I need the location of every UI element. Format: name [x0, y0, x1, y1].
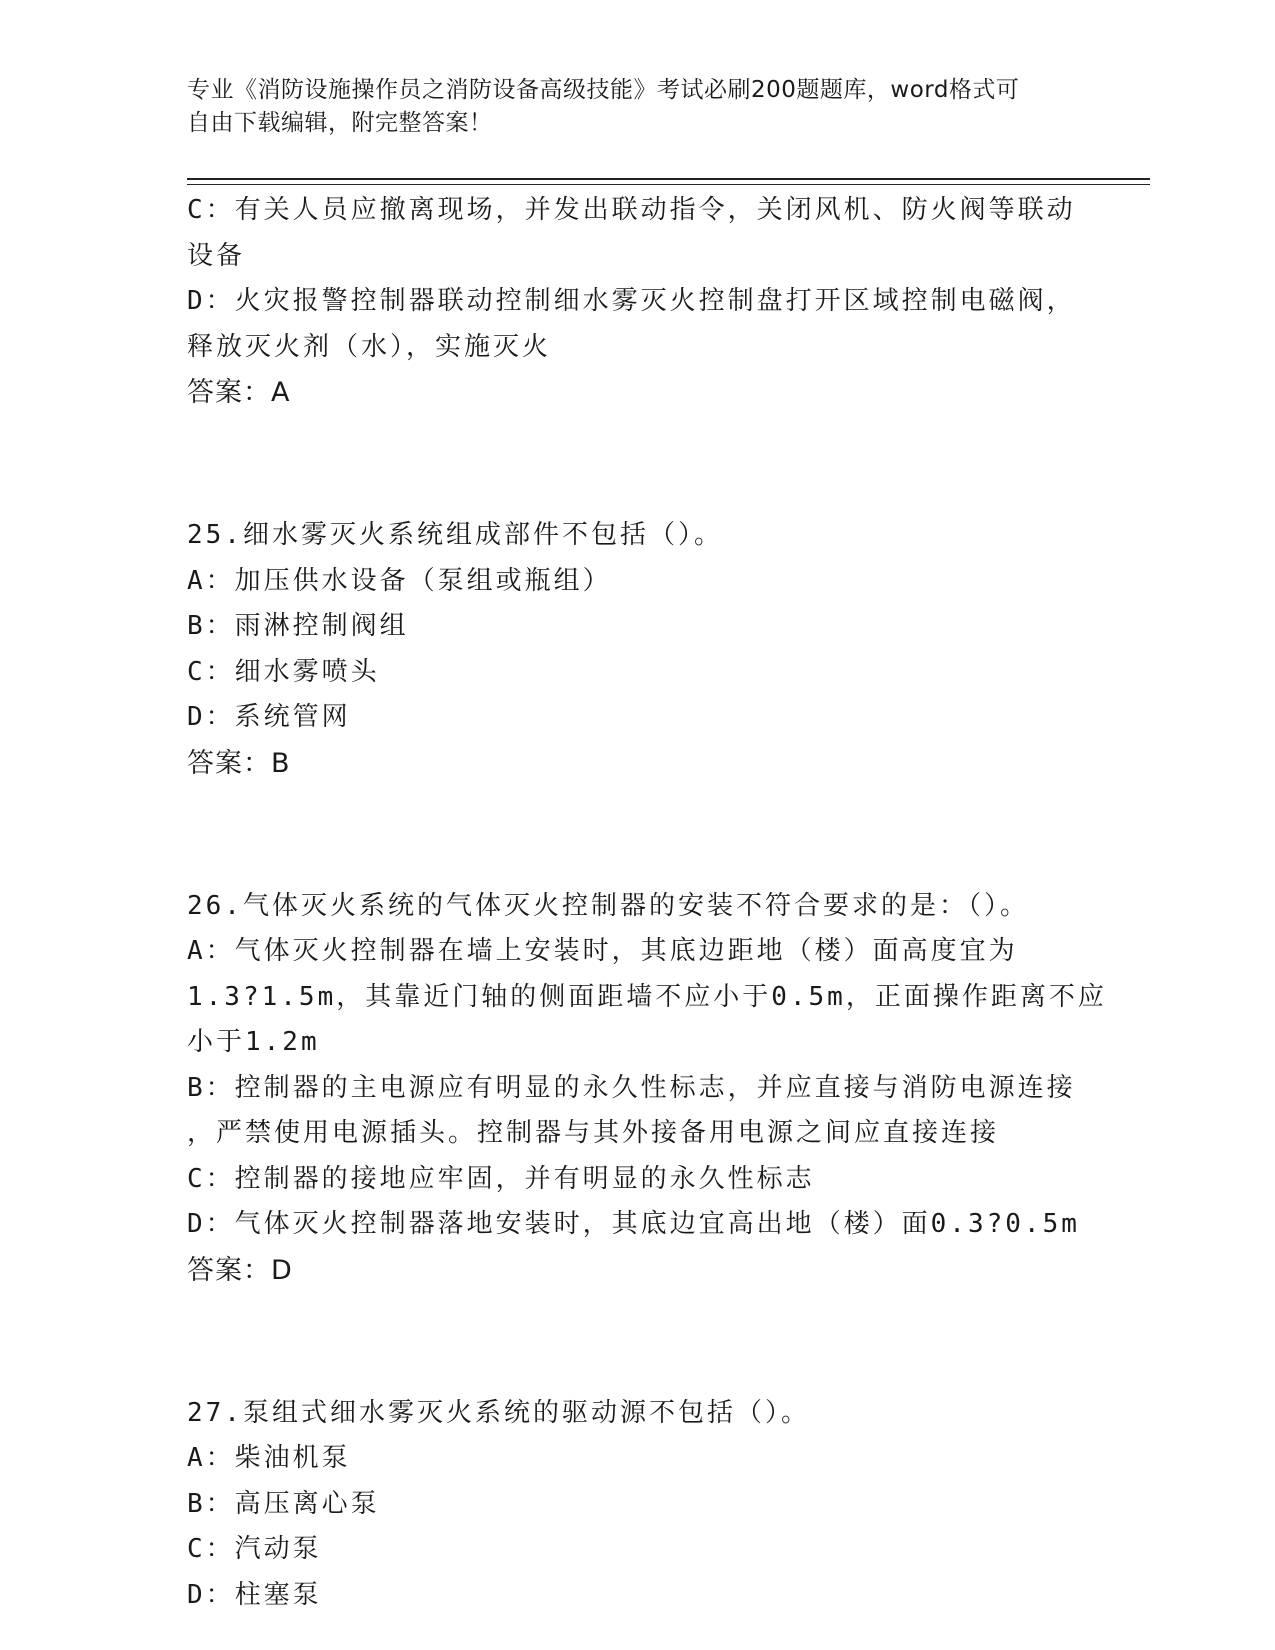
text-line: B：高压离心泵 — [187, 1488, 380, 1519]
text-line: C：汽动泵 — [187, 1534, 322, 1564]
text-line: B：控制器的主电源应有明显的永久性标志，并应直接与消防电源连接 — [187, 1072, 1076, 1103]
text-line: A：加压供水设备（泵组或瓶组） — [187, 565, 612, 596]
text-line: ，严禁使用电源插头。控制器与其外接备用电源之间应直接连接 — [187, 1118, 1000, 1148]
question-content — [187, 188, 1107, 1618]
text-line: D：火灾报警控制器联动控制细水雾灭火控制盘打开区域控制电磁阀， — [187, 286, 1076, 316]
text-line: 26.气体灭火系统的气体灭火控制器的安装不符合要求的是：（）。 — [187, 890, 1029, 921]
header-line-1: 专业《消防设施操作员之消防设备高级技能》考试必刷200题题库，word格式可 — [187, 77, 1020, 103]
header-line-2: 自由下载编辑，附完整答案！ — [187, 110, 493, 136]
paragraph-gap — [187, 1319, 1087, 1365]
text-line: C：有关人员应撤离现场，并发出联动指令，关闭风机、防火阀等联动 — [187, 195, 1076, 225]
answer-line: 答案：B — [187, 747, 291, 779]
text-line: D：气体灭火控制器落地安装时，其底边宜高出地（楼）面0.3?0.5m — [187, 1209, 1080, 1239]
text-line: D：柱塞泵 — [187, 1579, 322, 1610]
text-line: 1.3?1.5m，其靠近门轴的侧面距墙不应小于0.5m，正面操作距离不应 — [187, 981, 1107, 1012]
text-line: 25.细水雾灭火系统组成部件不包括（）。 — [187, 520, 723, 550]
text-line: 小于1.2m — [187, 1027, 320, 1057]
text-line: A：气体灭火控制器在墙上安装时，其底边距地（楼）面高度宜为 — [187, 936, 1018, 966]
text-line: 释放灭火剂（水），实施灭火 — [187, 331, 552, 362]
text-line: C：细水雾喷头 — [187, 656, 380, 687]
page-header — [187, 74, 1067, 140]
paragraph-gap — [187, 442, 1087, 488]
text-line: C：控制器的接地应牢固，并有明显的永久性标志 — [187, 1163, 815, 1194]
text-line: 27.泵组式细水雾灭火系统的驱动源不包括（）。 — [187, 1397, 810, 1428]
text-line: B：雨淋控制阀组 — [187, 611, 409, 641]
text-line: 设备 — [187, 240, 246, 271]
paragraph-gap — [187, 812, 1087, 858]
text-line: D：系统管网 — [187, 702, 351, 732]
answer-line: 答案：A — [187, 377, 291, 408]
answer-line: 答案：D — [187, 1254, 293, 1286]
header-divider-thin — [187, 184, 1150, 185]
text-line: A：柴油机泵 — [187, 1443, 351, 1473]
header-divider-thick — [187, 178, 1150, 180]
